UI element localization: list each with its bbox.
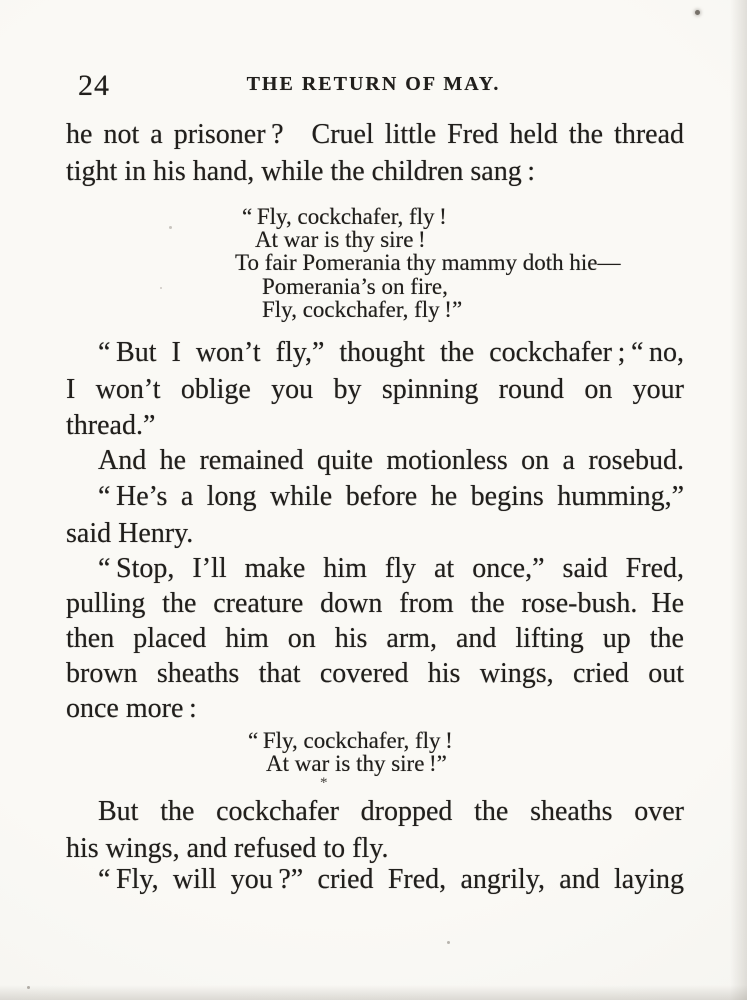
paragraph	[66, 335, 684, 445]
paragraph	[66, 117, 684, 190]
text-line: brown sheaths that covered his wings, cried out	[66, 658, 684, 689]
text-line: tight in his hand, while the children sang :	[66, 155, 536, 187]
verse-block	[246, 729, 453, 775]
text-line: his wings, and refused to fly.	[66, 832, 389, 864]
verse-line: Pomerania’s on fire,	[262, 273, 448, 299]
text-line: said Henry.	[66, 517, 194, 549]
verse-line: At war is thy sire !”	[266, 751, 447, 777]
paragraph	[66, 862, 684, 899]
paragraph	[66, 443, 684, 480]
verse-block	[235, 205, 620, 321]
text-line: once more :	[66, 693, 197, 724]
text-line: “ He’s a long while before he begins humming,”	[98, 481, 684, 512]
scan-speck	[169, 226, 172, 229]
text-line: he not a prisoner ? Cruel little Fred held the thread	[66, 119, 684, 150]
scan-speck	[160, 287, 162, 289]
text-line: thread.”	[66, 410, 156, 441]
text-line: “ Fly, will you ?” cried Fred, angrily, and laying	[98, 864, 684, 895]
scan-speck	[447, 941, 450, 944]
verse-line: “ Fly, cockchafer, fly !	[248, 728, 453, 753]
printers-mark: *	[320, 775, 328, 791]
text-line: pulling the creature down from the rose-bush. He	[66, 588, 684, 619]
text-line: “ Stop, I’ll make him fly at once,” said Fred,	[98, 553, 684, 584]
paragraph	[66, 479, 684, 552]
text-line: “ But I won’t fly,” thought the cockchafer ; “ no,	[98, 337, 684, 368]
text-line: then placed him on his arm, and lifting up the	[66, 623, 684, 654]
running-title: THE RETURN OF MAY.	[246, 73, 501, 95]
paragraph	[66, 794, 684, 867]
verse-line: “ Fly, cockchafer, fly !	[242, 204, 447, 229]
verse-line: Fly, cockchafer, fly !”	[262, 296, 463, 322]
page-edge-shadow-right	[730, 0, 747, 1000]
paragraph	[66, 551, 684, 726]
scan-speck	[695, 10, 700, 15]
text-line: But the cockchafer dropped the sheaths over	[98, 796, 684, 827]
verse-line: At war is thy sire !	[255, 227, 426, 253]
text-line: I won’t oblige you by spinning round on your	[66, 373, 684, 405]
page-number: 24	[78, 69, 110, 102]
scan-speck	[27, 986, 30, 989]
page-edge-shadow-bottom	[0, 985, 747, 1000]
text-line: And he remained quite motionless on a rosebud.	[98, 445, 684, 476]
verse-line: To fair Pomerania thy mammy doth hie—	[235, 250, 621, 276]
